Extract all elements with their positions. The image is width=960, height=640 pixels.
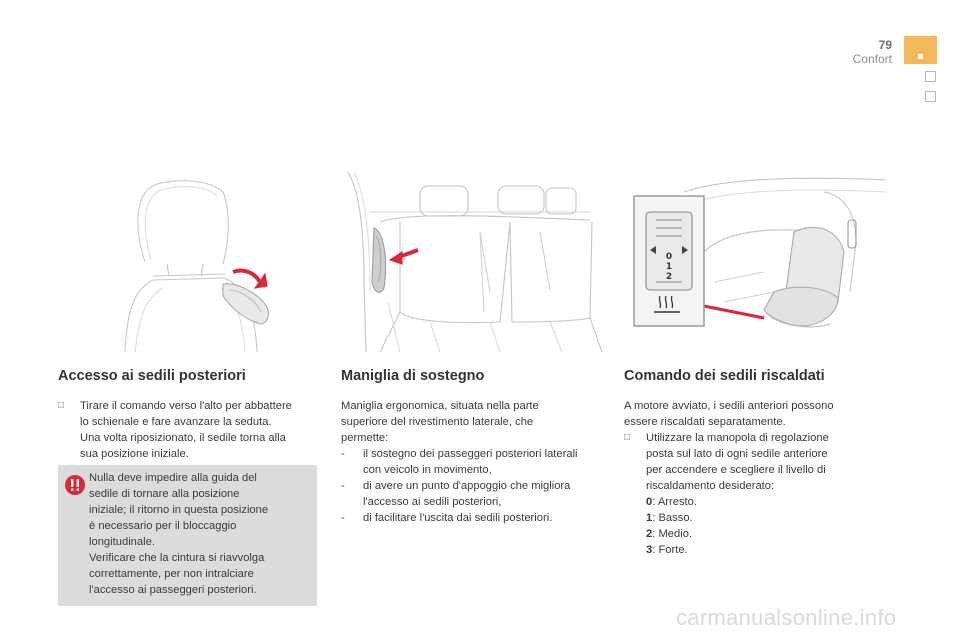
level-1: 1: Basso. bbox=[646, 512, 693, 524]
text-line: essere riscaldati separatamente. bbox=[624, 416, 786, 428]
heading-rear-access: Accesso ai sedili posteriori bbox=[58, 368, 246, 384]
text-line: permette: bbox=[341, 432, 389, 444]
text-line: riscaldamento desiderato: bbox=[646, 480, 775, 492]
column-grab-handle bbox=[341, 368, 606, 526]
instruction-item bbox=[624, 430, 889, 558]
text-line: superiore del rivestimento laterale, che bbox=[341, 416, 534, 428]
warning-line: Verificare che la cintura si riavvolga bbox=[89, 552, 265, 564]
warning-line: è necessario per il bloccaggio bbox=[89, 520, 237, 532]
warning-line: Nulla deve impedire alla guida del bbox=[89, 472, 257, 484]
dash-marker: - bbox=[341, 448, 345, 460]
column-rear-access bbox=[58, 368, 320, 462]
level-3: 3: Forte. bbox=[646, 544, 688, 556]
list-item bbox=[341, 478, 606, 510]
bullet-check-icon: □ bbox=[58, 400, 65, 411]
warning-line: longitudinale. bbox=[89, 536, 155, 548]
dial-label-2: 2 bbox=[665, 272, 673, 282]
text-line: Utilizzare la manopola di regolazione bbox=[646, 432, 829, 444]
dial-label-0: 0 bbox=[665, 252, 673, 262]
warning-line: sedile di tornare alla posizione bbox=[89, 488, 240, 500]
warning-icon bbox=[64, 474, 86, 496]
text-line: l'accesso ai sedili posteriori, bbox=[363, 496, 502, 508]
dash-marker: - bbox=[341, 480, 345, 492]
warning-line: l'accesso ai passeggeri posteriori. bbox=[89, 584, 257, 596]
section-tab bbox=[925, 71, 936, 82]
text-line: Tirare il comando verso l'alto per abbattere bbox=[80, 400, 292, 412]
section-tab bbox=[925, 91, 936, 102]
text-line: lo schienale e fare avanzare la seduta. bbox=[80, 416, 272, 428]
watermark: carmanualsonline.info bbox=[676, 605, 897, 630]
section-tab-active bbox=[904, 36, 937, 64]
text-line: di facilitare l'uscita dai sedili posteriori. bbox=[363, 512, 553, 524]
bullet-check-icon: □ bbox=[624, 432, 631, 443]
column-heated-seats bbox=[624, 368, 889, 558]
list-item bbox=[341, 510, 606, 526]
heading-heated-seats: Comando dei sedili riscaldati bbox=[624, 368, 825, 384]
text-line: Maniglia ergonomica, situata nella parte bbox=[341, 400, 539, 412]
heated-seat-illustration bbox=[624, 172, 886, 352]
grab-handle-illustration bbox=[340, 172, 602, 352]
text-line: con veicolo in movimento, bbox=[363, 464, 492, 476]
dash-marker: - bbox=[341, 512, 345, 524]
level-2: 2: Medio. bbox=[646, 528, 693, 540]
level-0: 0: Arresto. bbox=[646, 496, 698, 508]
warning-box bbox=[58, 465, 317, 606]
text-line: il sostegno dei passeggeri posteriori laterali bbox=[363, 448, 578, 460]
heading-grab-handle: Maniglia di sostegno bbox=[341, 368, 485, 384]
page-number: 79 bbox=[878, 38, 892, 52]
text-line: A motore avviato, i sedili anteriori possono bbox=[624, 400, 834, 412]
text-line: per accendere e scegliere il livello di bbox=[646, 464, 826, 476]
warning-line: correttamente, per non intralciare bbox=[89, 568, 254, 580]
list-item bbox=[341, 446, 606, 478]
warning-line: iniziale; il ritorno in questa posizione bbox=[89, 504, 269, 516]
seat-lever-illustration bbox=[105, 172, 285, 352]
text-line: Una volta riposizionato, il sedile torna alla bbox=[80, 432, 286, 444]
dial-label-1: 1 bbox=[665, 262, 673, 272]
text-line: posta sul lato di ogni sedile anteriore bbox=[646, 448, 828, 460]
section-name: Confort bbox=[852, 52, 892, 66]
instruction-item bbox=[58, 398, 320, 462]
text-line: di avere un punto d'appoggio che migliora bbox=[363, 480, 571, 492]
text-line: sua posizione iniziale. bbox=[80, 448, 189, 460]
